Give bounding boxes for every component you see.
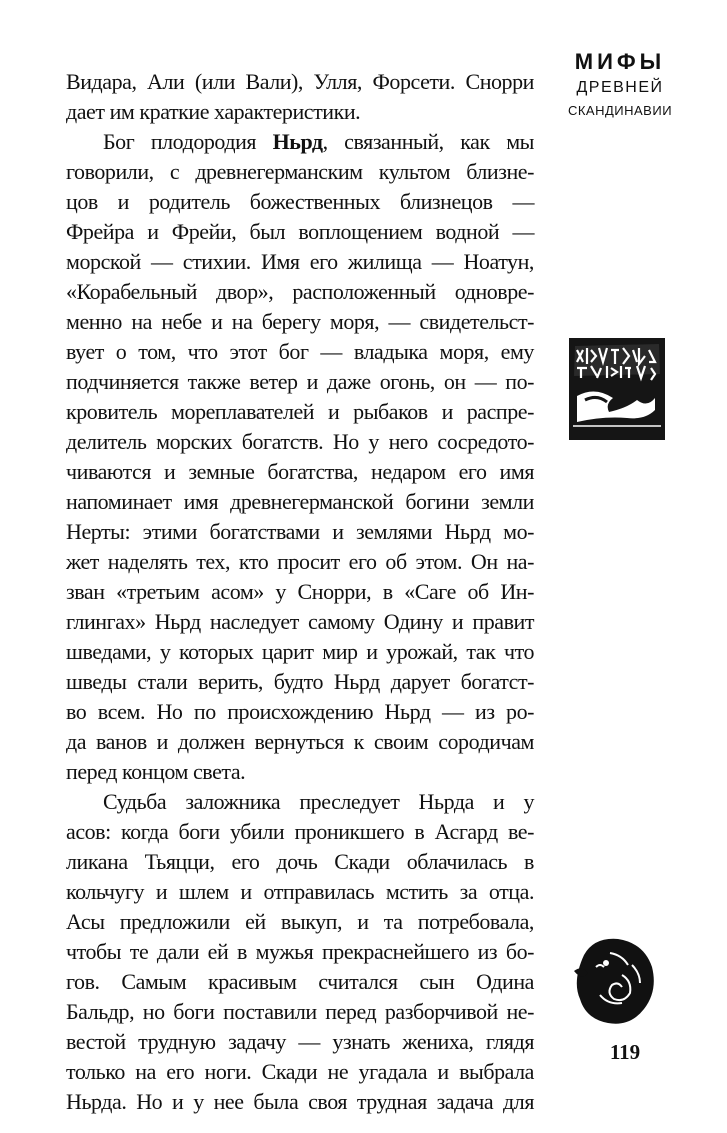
running-head (560, 48, 680, 122)
text-line: асов: когда боги убили проникшего в Асгард ве- (66, 819, 534, 844)
text-line: во всем. Но по происхождению Ньрд — из ро- (66, 699, 534, 724)
runestone-ornament-image (567, 334, 667, 442)
text-line: Ньрда. Но и у нее была своя трудная задача для (66, 1089, 534, 1114)
text-line: «Корабельный двор», расположенный одновре- (66, 279, 534, 304)
text-line: дает им краткие характеристики. (66, 99, 361, 124)
text-line: напоминает имя древнегерманской богини земли (66, 489, 534, 514)
text-line: Бог плодородия Ньрд, связанный, как мы (103, 129, 535, 154)
text-line: Бальдр, но боги поставили перед разборчивой не- (66, 999, 534, 1024)
text-line: вестой трудную задачу — узнать жениха, глядя (66, 1029, 534, 1054)
running-head-title: МИФЫ (574, 49, 666, 74)
text-line: говорили, с древнегерманским культом близне- (66, 159, 534, 184)
text-line: шведами, у которых царит мир и урожай, так что (66, 639, 534, 664)
text-line: цов и родитель божественных близнецов — (66, 189, 534, 214)
page-number: 119 (609, 1040, 641, 1064)
text-line: делитель морских богатств. Но у него сосредото- (66, 429, 534, 454)
running-head-subtitle: ДРЕВНЕЙ (576, 79, 664, 96)
text-line: шведы стали верить, будто Ньрд дарует богатст- (66, 669, 534, 694)
text-line: вует о том, что этот бог — владыка моря, ему (66, 339, 534, 364)
text-line: ликана Тьяцци, его дочь Скади облачилась в (66, 849, 534, 874)
text-line: жет наделять тех, кто просит его об этом. Он на- (66, 549, 534, 574)
running-head-subtitle-2: СКАНДИНАВИИ (567, 103, 673, 118)
text-line: чиваются и земные богатства, недаром его имя (66, 459, 534, 484)
text-line: Видара, Али (или Вали), Улля, Форсети. Снорри (66, 69, 534, 94)
text-line: глингах» Ньрд наследует самому Одину и правит (66, 609, 534, 634)
text-line: менно на небе и на берегу моря, — свидетельст- (66, 309, 534, 334)
woodcut-head-ornament-image (570, 935, 658, 1027)
text-line: Нерты: этими богатствами и землями Ньрд мо- (66, 519, 534, 544)
text-line: Судьба заложника преследует Ньрда и у (103, 789, 534, 814)
text-line: только на его ноги. Скади не угадала и выбрала (66, 1059, 534, 1084)
text-line: Асы предложили ей выкуп, и та потребовала, (66, 909, 534, 934)
text-line: морской — стихии. Имя его жилища — Ноатун, (66, 249, 534, 274)
bold-term: Ньрд (272, 129, 323, 154)
text-line: чтобы те дали ей в мужья прекраснейшего из бо- (66, 939, 534, 964)
text-line: гов. Самым красивым считался сын Одина (66, 969, 534, 994)
text-line: зван «третьим асом» у Снорри, в «Саге об Ин- (66, 579, 534, 604)
text-line: да ванов и должен вернуться к своим сородичам (66, 729, 534, 754)
text-line: подчиняется также ветер и даже огонь, он — по- (66, 369, 534, 394)
text-line: перед концом света. (66, 759, 246, 784)
text-line: кровитель мореплавателей и рыбаков и распре- (66, 399, 534, 424)
text-line: кольчугу и шлем и отправилась мстить за отца. (66, 879, 534, 904)
text-line: Фрейра и Фрейи, был воплощением водной — (66, 219, 534, 244)
